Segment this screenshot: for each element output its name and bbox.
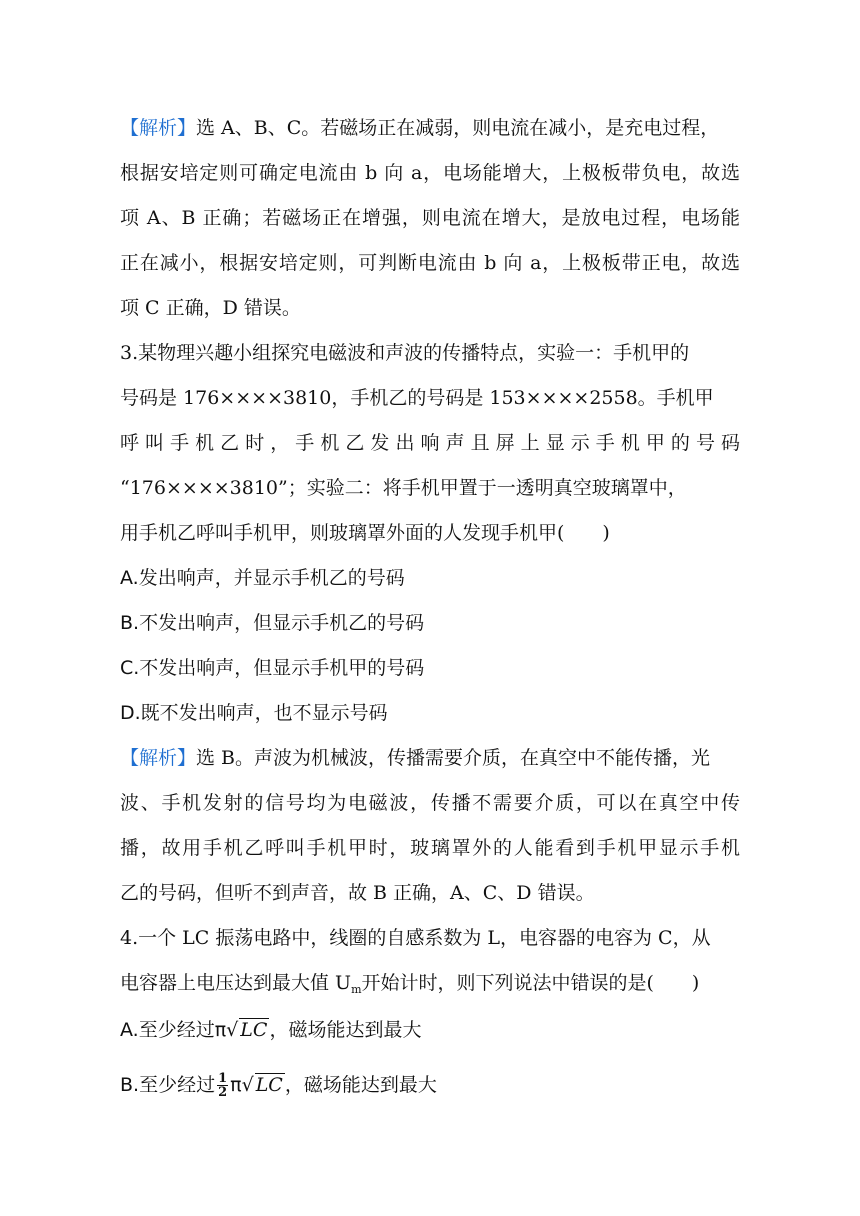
- question-3-option-b: B.不发出响声，但显示手机乙的号码: [120, 612, 425, 634]
- solution-2-line-5: 项 C 正确，D 错误。: [120, 297, 301, 319]
- solution-3-line-2: 波、手机发射的信号均为电磁波，传播不需要介质，可以在真空中传: [120, 792, 740, 814]
- sqrt-expression: √ LC: [226, 1019, 268, 1041]
- pi-symbol: π: [230, 1074, 242, 1096]
- question-3-line-4: “176××××3810”；实验二：将手机甲置于一透明真空玻璃罩中，: [120, 477, 687, 499]
- solution-3-line-4: 乙的号码，但听不到声音，故 B 正确，A、C、D 错误。: [120, 882, 595, 904]
- question-3-option-d: D.既不发出响声，也不显示号码: [120, 702, 388, 724]
- analysis-tag: 【解析】: [120, 117, 197, 139]
- question-3-line-5: 用手机乙呼叫手机甲，则玻璃罩外面的人发现手机甲( ): [120, 522, 610, 544]
- question-3-line-3: 呼叫手机乙时，手机乙发出响声且屏上显示手机甲的号码: [120, 432, 740, 454]
- question-4-option-a: A.至少经过π√ LC ，磁场能达到最大: [120, 1016, 740, 1044]
- solution-2-line-2: 根据安培定则可确定电流由 b 向 a，电场能增大，上极板带负电，故选: [120, 162, 740, 184]
- solution-2-line-1: 【解析】选 A、B、C。若磁场正在减弱，则电流在减小，是充电过程，: [120, 117, 720, 139]
- question-3-option-c: C.不发出响声，但显示手机甲的号码: [120, 657, 425, 679]
- question-3-line-2: 号码是 176××××3810，手机乙的号码是 153××××2558。手机甲: [120, 387, 714, 409]
- analysis-tag: 【解析】: [120, 747, 197, 769]
- solution-2-line-3: 项 A、B 正确；若磁场正在增强，则电流在增大，是放电过程，电场能: [120, 207, 740, 229]
- subscript-m: m: [351, 983, 362, 996]
- pi-symbol: π: [214, 1019, 227, 1041]
- solution-3-line-3: 播，故用手机乙呼叫手机甲时，玻璃罩外的人能看到手机甲显示手机: [120, 837, 740, 859]
- question-4-option-b: B.至少经过 $\frac{1}{2}$ π√ LC ，磁场能达到最大: [120, 1071, 437, 1100]
- solution-3-line-1: 【解析】选 B。声波为机械波，传播需要介质，在真空中不能传播，光: [120, 747, 711, 769]
- question-4-line-1: 4.一个 LC 振荡电路中，线圈的自感系数为 L，电容器的电容为 C，从: [120, 927, 711, 949]
- fraction-one-half: $\frac{1}{2}$: [218, 1071, 228, 1100]
- question-3-line-1: 3.某物理兴趣小组探究电磁波和声波的传播特点，实验一：手机甲的: [120, 342, 690, 364]
- question-4-line-2: 电容器上电压达到最大值 $U_m$开始计时，则下列说法中错误的是( ): [120, 972, 700, 996]
- solution-2-line-4: 正在减小，根据安培定则，可判断电流由 b 向 a，上极板带正电，故选: [120, 252, 740, 274]
- question-3-option-a: A.发出响声，并显示手机乙的号码: [120, 567, 405, 589]
- sqrt-expression: √ LC: [241, 1074, 283, 1096]
